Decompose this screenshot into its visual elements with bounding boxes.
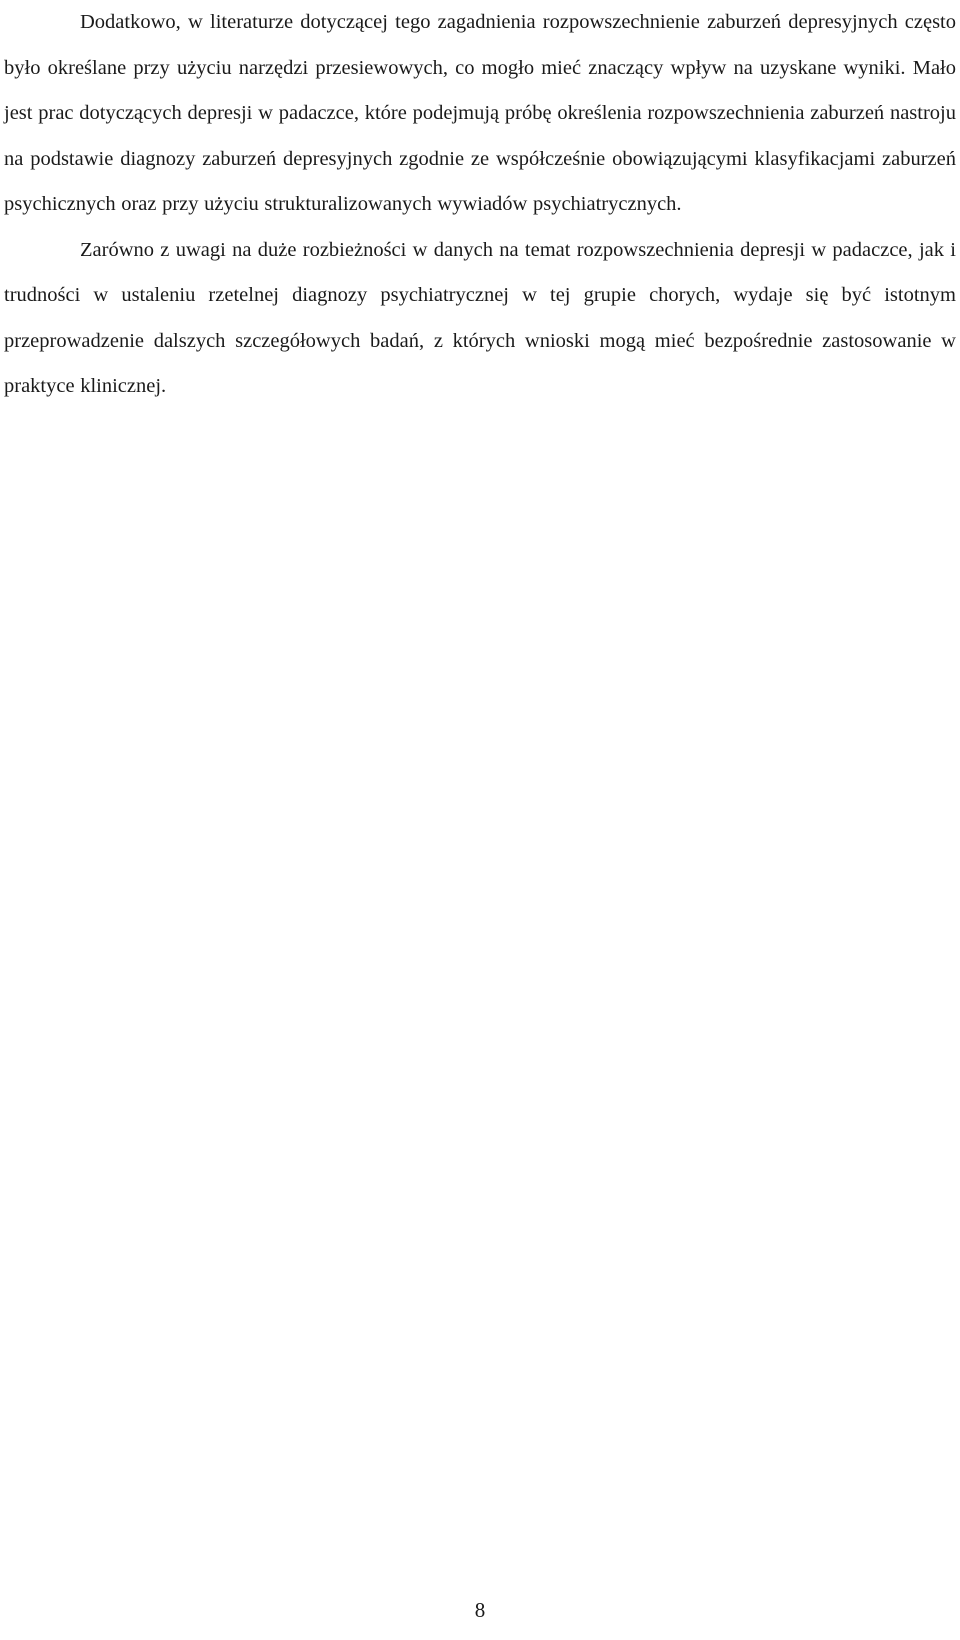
paragraph-2: Zarówno z uwagi na duże rozbieżności w danych na temat rozpowszechnienia depresji w padaczce, jak i trudności w ustaleniu rzetelnej diagnozy psychiatrycznej w tej grupie chorych, wydaje się być istotnym przeprowadzenie dalszych szczegółowych badań, z których wnioski mogą mieć bezpośrednie zastosowanie w praktyce klinicznej. [4,238,956,397]
document-body [4,0,956,410]
paragraph-1: Dodatkowo, w literaturze dotyczącej tego zagadnienia rozpowszechnienie zaburzeń depresyjnych często było określane przy użyciu narzędzi przesiewowych, co mogło mieć znaczący wpływ na uzyskane wyniki. Mało jest prac dotyczących depresji w padaczce, które podejmują próbę określenia rozpowszechnienia zaburzeń nastroju na podstawie diagnozy zaburzeń depresyjnych zgodnie ze współcześnie obowiązującymi klasyfikacjami zaburzeń psychicznych oraz przy użyciu strukturalizowanych wywiadów psychiatrycznych. [4,11,956,215]
page-number: 8 [474,1598,486,1622]
